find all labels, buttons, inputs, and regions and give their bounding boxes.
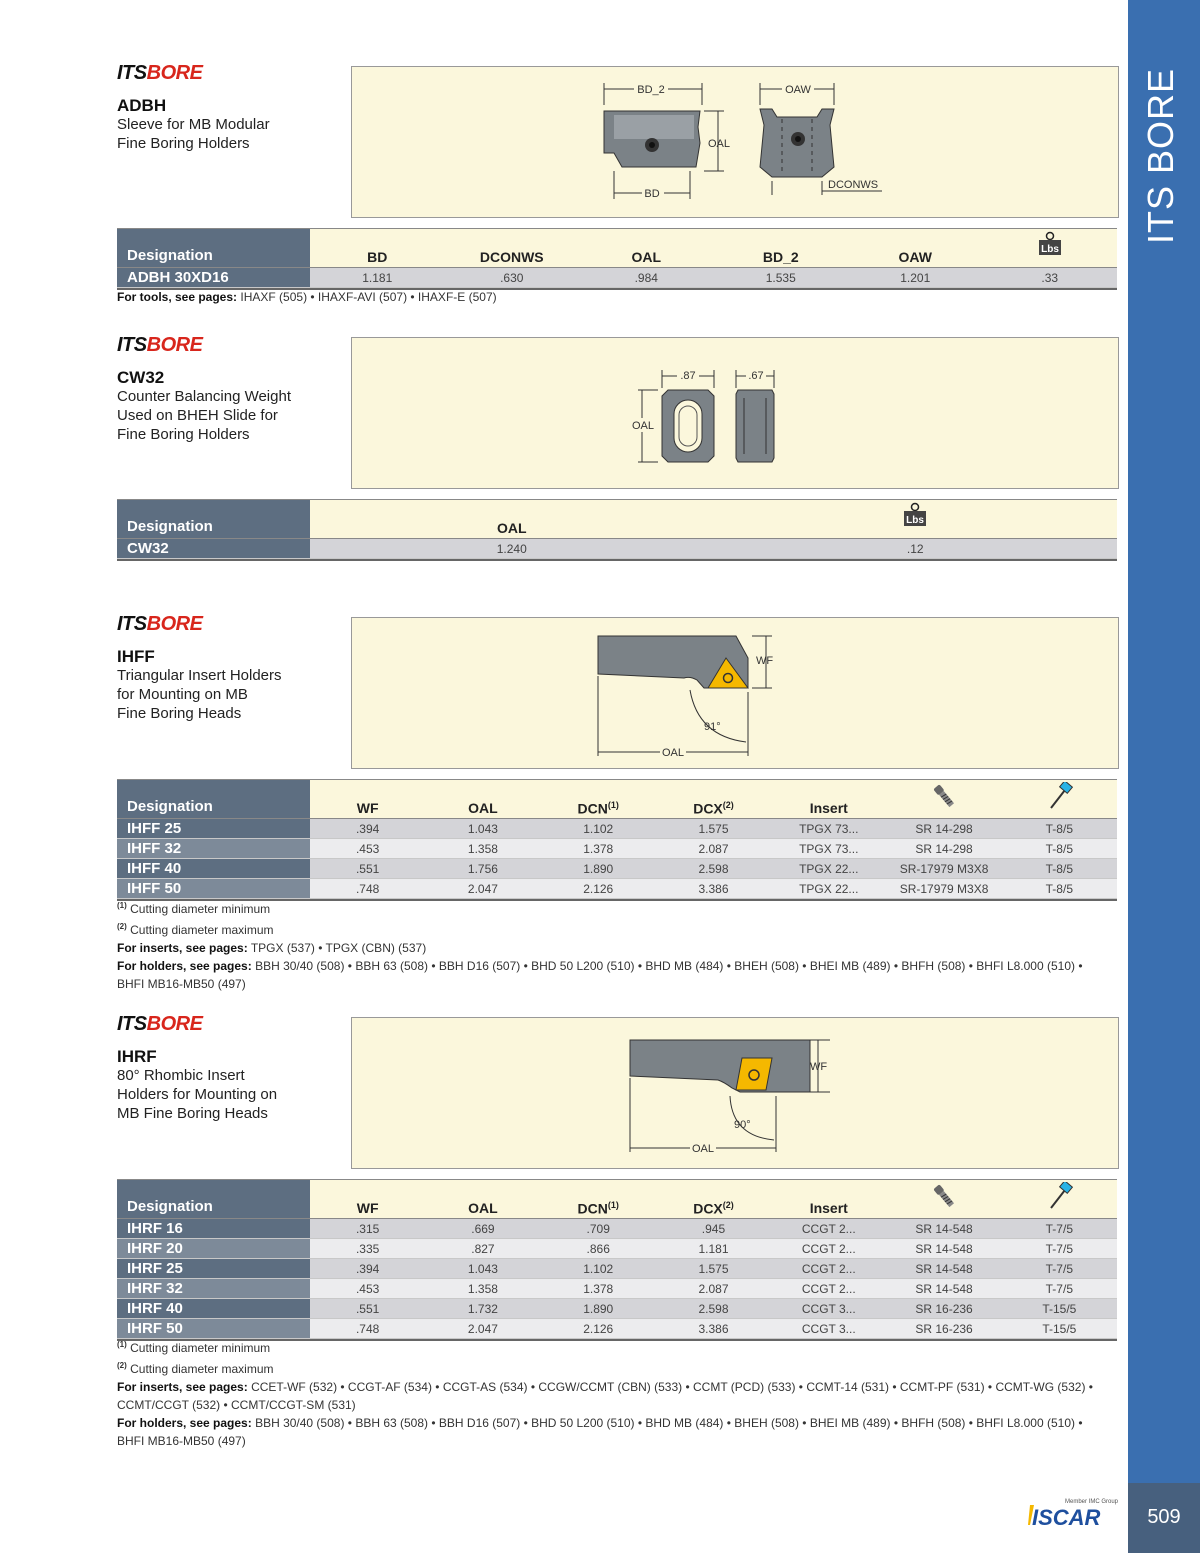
screw-icon (930, 1182, 958, 1210)
table-cell: T-15/5 (1002, 1319, 1117, 1338)
dim-oal: OAL (661, 747, 685, 759)
designation: ADBH 30XD16 (117, 268, 310, 287)
dim-width: .87 (680, 370, 696, 382)
spec-table (117, 779, 1117, 901)
table-cell: 2.047 (425, 879, 540, 898)
table-cell: .315 (310, 1219, 425, 1238)
col-header: Designation (117, 780, 310, 818)
dim-angle: 90° (734, 1119, 751, 1131)
table-cell: T-8/5 (1002, 859, 1117, 878)
product-code: IHRF (117, 1047, 157, 1066)
table-cell: .33 (983, 268, 1118, 287)
key-header (1002, 1180, 1117, 1218)
col-header: WF (356, 800, 379, 816)
spec-table (117, 499, 1117, 561)
col-header: Designation (117, 1180, 310, 1218)
table-cell: 1.358 (425, 839, 540, 858)
table-cell: T-15/5 (1002, 1299, 1117, 1318)
table-cell: SR 16-236 (886, 1319, 1001, 1338)
table-cell: T-8/5 (1002, 839, 1117, 858)
weight-header (983, 229, 1118, 267)
footnotes: $^{(1)}$ Cutting diameter minimum $^{(2)}$ Cutting diameter maximum For inserts, see pages: TPGX (537) • TPGX (CBN) (537) For holders, see pages: BBH 30/40 (508) • BBH 63 (508) • BBH D16 (507) • BHD 50 L200 (510) • BHD MB (484) • BHEH (508) • BHEI MB (489) • BHFH (508) • BHFI L8.000 (510) • BHFI MB16-MB50 (497) (117, 901, 1083, 991)
table-cell: .551 (310, 1299, 425, 1318)
table-cell: 2.087 (656, 839, 771, 858)
table-cell: T-7/5 (1002, 1239, 1117, 1258)
col-header: Designation (117, 229, 310, 267)
designation: IHFF 32 (117, 839, 310, 858)
table-cell: 1.201 (848, 268, 983, 287)
see-pages-note: For tools, see pages: IHAXF (505) • IHAXF-AVI (507) • IHAXF-E (507) (117, 290, 497, 304)
table-cell: CCGT 2... (771, 1239, 886, 1258)
designation: CW32 (117, 539, 310, 558)
table-cell: 3.386 (656, 1319, 771, 1338)
dim-bd2: BD_2 (637, 84, 665, 96)
col-header: OAL (468, 800, 498, 816)
col-header: BD_2 (762, 249, 799, 265)
table-cell: .748 (310, 1319, 425, 1338)
product-drawing (351, 337, 1119, 489)
table-cell: 1.240 (310, 539, 714, 558)
product-drawing (351, 617, 1119, 769)
col-header: OAL (631, 249, 662, 265)
dim-wf: WF (756, 655, 774, 667)
dim-oaw: OAW (785, 84, 811, 96)
table-cell: SR 14-548 (886, 1279, 1001, 1298)
table-cell: T-7/5 (1002, 1279, 1117, 1298)
table-cell: 1.575 (656, 819, 771, 838)
table-cell: T-8/5 (1002, 879, 1117, 898)
table-cell: 1.756 (425, 859, 540, 878)
table-cell: 2.126 (541, 879, 656, 898)
table-row (117, 1259, 1117, 1279)
table-cell: .945 (656, 1219, 771, 1238)
table-cell: 1.378 (541, 1279, 656, 1298)
table-cell: .748 (310, 879, 425, 898)
brand-logo: ITSBORE (117, 613, 203, 635)
table-cell: 1.043 (425, 819, 540, 838)
table-cell: T-8/5 (1002, 819, 1117, 838)
table-cell: .453 (310, 839, 425, 858)
logo-tagline: Member IMC Group (1064, 1499, 1118, 1505)
table-cell: 2.047 (425, 1319, 540, 1338)
spec-table (117, 228, 1117, 290)
table-row (117, 879, 1117, 899)
dim-oal: OAL (631, 420, 655, 432)
table-cell: .394 (310, 819, 425, 838)
screw-header (886, 1180, 1001, 1218)
table-row (117, 1279, 1117, 1299)
dim-bd: BD (644, 188, 660, 200)
dim-angle: 91° (704, 721, 721, 733)
col-header: WF (356, 1200, 379, 1216)
table-cell: .984 (579, 268, 714, 287)
dim-dconws: DCONWS (828, 179, 879, 191)
table-cell: SR 14-548 (886, 1259, 1001, 1278)
designation: IHRF 16 (117, 1219, 310, 1238)
table-cell: T-7/5 (1002, 1219, 1117, 1238)
torx-key-icon (1045, 1182, 1073, 1210)
col-header: DCN$^{(1)}$ (577, 800, 619, 817)
table-cell: .630 (445, 268, 580, 287)
col-header: Insert (809, 1200, 848, 1216)
table-cell: CCGT 3... (771, 1299, 886, 1318)
table-cell: SR 14-298 (886, 839, 1001, 858)
table-row (117, 859, 1117, 879)
logo-text: ISCAR (1032, 1505, 1101, 1530)
table-cell: 2.598 (656, 859, 771, 878)
table-cell: TPGX 22... (771, 859, 886, 878)
col-header: OAL (468, 1200, 498, 1216)
product-description: Counter Balancing Weight Used on BHEH Slide for Fine Boring Holders (117, 388, 291, 443)
table-cell: 1.043 (425, 1259, 540, 1278)
product-description: Sleeve for MB Modular Fine Boring Holders (117, 116, 270, 152)
table-cell: T-7/5 (1002, 1259, 1117, 1278)
col-header: OAL (496, 520, 527, 536)
table-row (117, 839, 1117, 859)
table-cell: .551 (310, 859, 425, 878)
table-cell: .709 (541, 1219, 656, 1238)
table-row (117, 1299, 1117, 1319)
product-code: ADBH (117, 96, 167, 115)
dim-oal: OAL (708, 138, 731, 150)
table-cell: 1.535 (714, 268, 849, 287)
designation: IHFF 40 (117, 859, 310, 878)
weight-icon (901, 502, 929, 528)
designation: IHRF 32 (117, 1279, 310, 1298)
designation: IHFF 50 (117, 879, 310, 898)
weight-icon (1036, 231, 1064, 257)
dim-oal: OAL (691, 1143, 715, 1155)
sidebar-title: ITS BORE (1140, 68, 1181, 245)
table-cell: CCGT 2... (771, 1279, 886, 1298)
dim-thickness: .67 (748, 370, 764, 382)
table-cell: CCGT 2... (771, 1259, 886, 1278)
product-drawing (351, 1017, 1119, 1169)
table-cell: 3.386 (656, 879, 771, 898)
table-cell: 1.102 (541, 1259, 656, 1278)
product-description: Triangular Insert Holders for Mounting on MB Fine Boring Heads (117, 667, 282, 722)
table-cell: 2.598 (656, 1299, 771, 1318)
product-drawing (351, 66, 1119, 218)
screw-icon (930, 782, 958, 810)
table-cell: SR 14-548 (886, 1219, 1001, 1238)
table-cell: .827 (425, 1239, 540, 1258)
table-cell: TPGX 22... (771, 879, 886, 898)
table-cell: .866 (541, 1239, 656, 1258)
table-cell: .335 (310, 1239, 425, 1258)
table-cell: SR 14-548 (886, 1239, 1001, 1258)
table-row (117, 1219, 1117, 1239)
table-cell: 2.126 (541, 1319, 656, 1338)
brand-logo: ITSBORE (117, 1013, 203, 1035)
col-header: BD (367, 249, 388, 265)
page-number: 509 (1147, 1506, 1181, 1528)
table-cell: 1.181 (310, 268, 445, 287)
table-cell: 1.890 (541, 859, 656, 878)
torx-key-icon (1045, 782, 1073, 810)
iscar-logo (1028, 1495, 1120, 1531)
table-cell: 1.890 (541, 1299, 656, 1318)
col-header: DCX$^{(2)}$ (693, 1200, 734, 1217)
designation: IHFF 25 (117, 819, 310, 838)
footnotes: $^{(1)}$ Cutting diameter minimum $^{(2)}$ Cutting diameter maximum For inserts, see pages: CCET-WF (532) • CCGT-AF (534) • CCGT-AS (534) • CCGW/CCMT (CBN) (533) • CCMT (PCD) (533) • CCMT-14 (531) • CCMT-PF (531) • CCMT-WG (532) • CCMT/CCGT (532) • CCMT/CCGT-SM (531) For holders, see pages: BBH 30/40 (508) • BBH 63 (508) • BBH D16 (507) • BHD 50 L200 (510) • BHD MB (484) • BHEH (508) • BHEI MB (489) • BHFH (508) • BHFI L8.000 (510) • BHFI MB16-MB50 (497) (117, 1340, 1093, 1448)
designation: IHRF 25 (117, 1259, 310, 1278)
svg-text:Lbs: Lbs (906, 515, 925, 526)
col-header: OAW (898, 249, 932, 265)
col-header: Insert (809, 800, 848, 816)
product-code: IHFF (117, 647, 155, 666)
table-cell: SR-17979 M3X8 (886, 879, 1001, 898)
weight-header (714, 500, 1118, 538)
table-cell: 1.378 (541, 839, 656, 858)
table-cell: 1.575 (656, 1259, 771, 1278)
col-header: Designation (117, 500, 310, 538)
table-row (117, 819, 1117, 839)
spec-table (117, 1179, 1117, 1341)
table-cell: .394 (310, 1259, 425, 1278)
table-cell: 1.102 (541, 819, 656, 838)
product-description: 80° Rhombic Insert Holders for Mounting on MB Fine Boring Heads (117, 1067, 278, 1122)
table-cell: .453 (310, 1279, 425, 1298)
table-cell: 1.181 (656, 1239, 771, 1258)
brand-logo: ITSBORE (117, 334, 203, 356)
designation: IHRF 40 (117, 1299, 310, 1318)
table-cell: 1.358 (425, 1279, 540, 1298)
table-row (117, 1239, 1117, 1259)
table-cell: TPGX 73... (771, 819, 886, 838)
table-cell: 2.087 (656, 1279, 771, 1298)
dim-wf: WF (810, 1061, 828, 1073)
table-cell: 1.732 (425, 1299, 540, 1318)
table-cell: .12 (714, 539, 1118, 558)
table-cell: SR 16-236 (886, 1299, 1001, 1318)
svg-text:Lbs: Lbs (1040, 244, 1059, 255)
table-cell: CCGT 3... (771, 1319, 886, 1338)
brand-logo: ITSBORE (117, 62, 203, 84)
col-header: DCX$^{(2)}$ (693, 800, 734, 817)
product-code: CW32 (117, 368, 165, 387)
key-header (1002, 780, 1117, 818)
table-cell: SR 14-298 (886, 819, 1001, 838)
table-cell: SR-17979 M3X8 (886, 859, 1001, 878)
table-cell: TPGX 73... (771, 839, 886, 858)
designation: IHRF 50 (117, 1319, 310, 1338)
col-header: DCONWS (479, 249, 544, 265)
screw-header (886, 780, 1001, 818)
table-cell: CCGT 2... (771, 1219, 886, 1238)
table-cell: .669 (425, 1219, 540, 1238)
col-header: DCN$^{(1)}$ (577, 1200, 619, 1217)
designation: IHRF 20 (117, 1239, 310, 1258)
